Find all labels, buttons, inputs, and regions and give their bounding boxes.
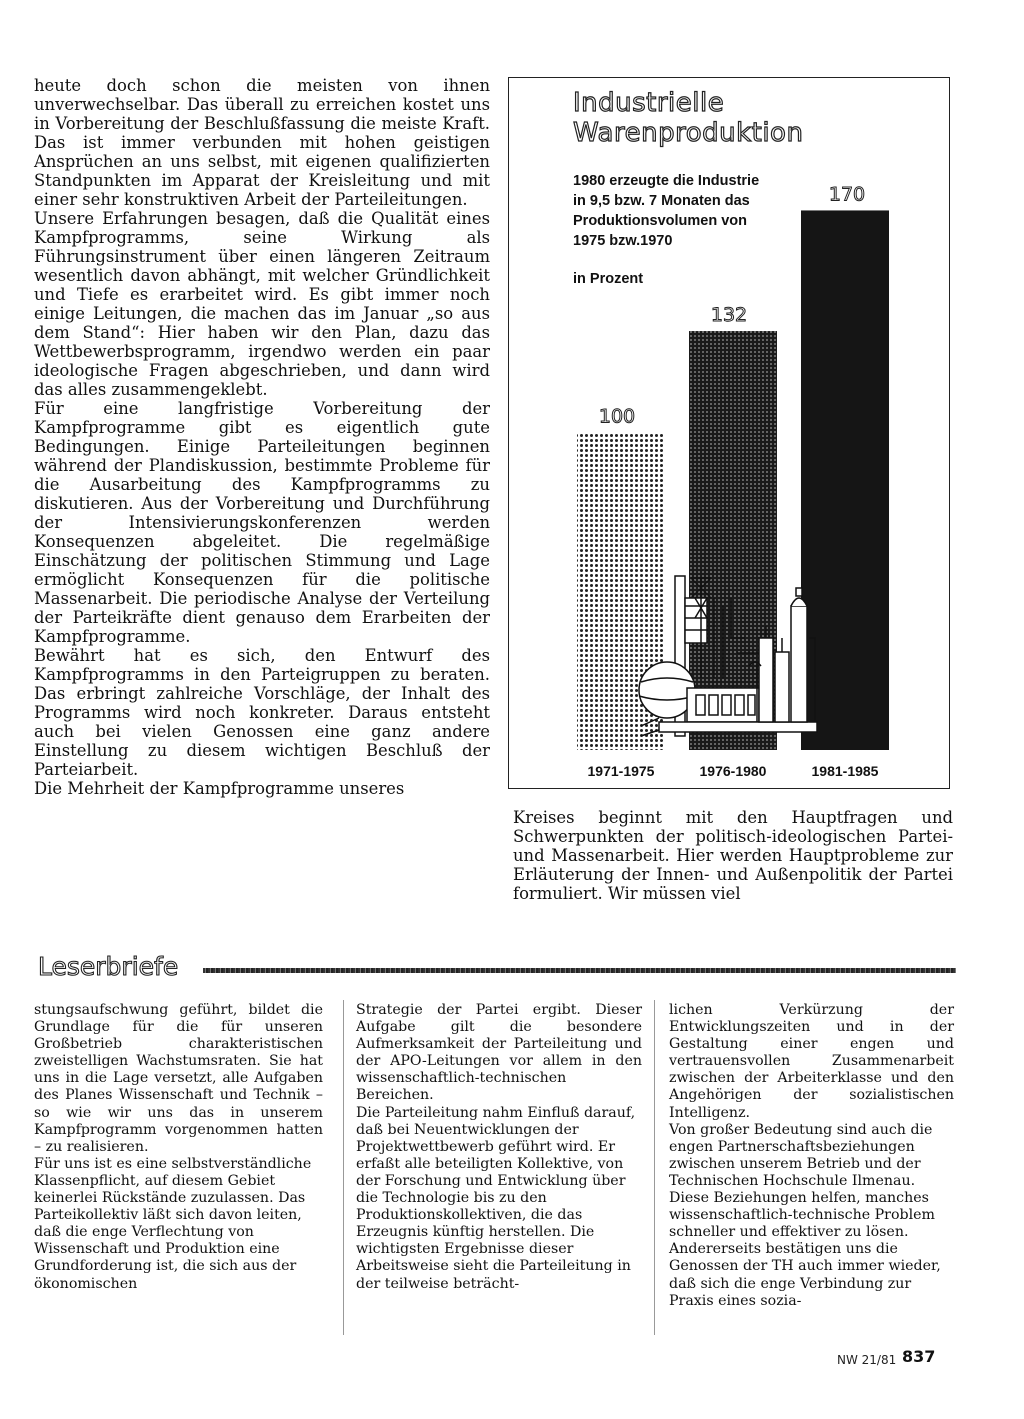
article-paragraph: Unsere Erfahrungen besagen, daß die Qualität eines Kampfprogramms, seine Wirkung als Führungsinstrument über einen längeren Zeitraum wesentlich davon abhängt, mit welcher Gründlichkeit und Tiefe es erarbeitet wird. Es gibt immer noch einige Leitungen, die machen das im Januar „so aus dem Stand“: Hier haben wir den Plan, dazu das Wettbewerbsprogramm, irgendwo werden ein paar ideologische Fragen abgeschrieben, und dann wird das alles zusammengeklebt.: [34, 209, 490, 399]
letters-paragraph: Von großer Bedeutung sind auch die engen Partnerschaftsbeziehungen zwischen unserem Betrieb und der Technischen Hochschule Ilmenau. Diese Beziehungen helfen, manches wissenschaftlich-technische Problem schneller und effektiver zu lösen. Andererseits bestätigen uns die Genossen der TH auch immer wieder, daß sich die enge Verbindung zur Praxis eines sozia-: [669, 1121, 941, 1309]
chart-subtitle-line: in 9,5 bzw. 7 Monaten das: [573, 193, 750, 209]
article-column-right: [513, 808, 953, 903]
letters-column-2: [356, 1002, 642, 1293]
section-header: [38, 952, 956, 982]
category-label: 1981-1985: [811, 763, 879, 779]
letters-paragraph: lichen Verkürzung der Entwicklungszeiten und in der Gestaltung einer engen und vertrauensvollen Zusammenarbeit zwischen der Arbeiterklasse und den Angehörigen der sozialistischen Intelligenz.: [669, 1002, 954, 1121]
article-paragraph: heute doch schon die meisten von ihnen unverwechselbar. Das überall zu erreichen kostet uns in Vorbereitung der Beschlußfassung die meiste Kraft. Das ist immer verbunden mit hohen geistigen Ansprüchen an uns selbst, mit eigenen qualifizierten Standpunkten im Apparat der Kreisleitung und mit einer sehr konstruktiven Arbeit der Parteileitungen.: [34, 76, 490, 209]
chart-subtitle-line: Produktionsvolumen von: [573, 213, 748, 229]
letters-paragraph: Strategie der Partei ergibt. Dieser Aufgabe gilt die besondere Aufmerksamkeit der Parteileitung und der APO-Leitungen vor allem in den wissenschaftlich-technischen Bereichen.: [356, 1002, 642, 1104]
bar-1981-1985: [801, 210, 889, 750]
page-number: 837: [902, 1347, 936, 1366]
section-title: Leserbriefe: [38, 952, 179, 981]
chart-title-line: Industrielle: [573, 88, 725, 118]
column-divider: [654, 1000, 655, 1335]
chart-title: [573, 88, 803, 148]
letters-column-3: [669, 1002, 954, 1310]
bar-value-label: 100: [598, 405, 636, 428]
journal-issue: NW 21/81: [837, 1353, 897, 1367]
chart-box: [508, 77, 950, 789]
column-divider: [343, 1000, 344, 1335]
article-paragraph: Für eine langfristige Vorbereitung der Kampfprogramme gibt es eigentlich gute Bedingungen. Einige Parteileitungen beginnen während der Plandiskussion, bestimmte Probleme für die Ausarbeitung des Kampfprogramms zu diskutieren. Aus der Vorbereitung und Durchführung der Intensivierungskonferenzen werden Konsequenzen abgeleitet. Die regelmäßige Einschätzung der politischen Stimmung und Lage ermöglicht Konsequenzen für die politische Massenarbeit. Die periodische Analyse der Verteilung der Parteikräfte dient genauso dem Erarbeiten der Kampfprogramme.: [34, 399, 490, 646]
category-label: 1971-1975: [587, 763, 655, 779]
chart-unit-label: in Prozent: [573, 271, 644, 287]
category-label: 1976-1980: [699, 763, 767, 779]
bar-value-label: 170: [828, 183, 866, 206]
chart-subtitle-line: 1980 erzeugte die Industrie: [573, 173, 760, 189]
chart-title-line: Warenproduktion: [573, 118, 804, 148]
letters-paragraph: Die Parteileitung nahm Einfluß darauf, daß bei Neuentwicklungen der Projektwettbewerb geführt wird. Er erfaßt alle beteiligten Kollektive, von der Forschung und Entwicklung über die Technologie bis zu den Produktionskollektiven, die das Erzeugnis künftig herstellen. Die wichtigsten Ergebnisse dieser Arbeitsweise sieht die Parteileitung in der teilweise beträcht-: [356, 1104, 636, 1292]
article-paragraph: Die Mehrheit der Kampfprogramme unseres: [34, 779, 405, 798]
chart-subtitle: [573, 171, 803, 251]
article-paragraph: Bewährt hat es sich, den Entwurf des Kampfprogramms in den Parteigruppen zu beraten. Das erbringt zahlreiche Vorschläge, der Inhalt des Programms wird noch konkreter. Daraus entsteht auch bei vielen Genossen eine ganz andere Einstellung zu diesem wichtigen Beschluß der Parteiarbeit.: [34, 646, 490, 779]
chart-subtitle-line: 1975 bzw.1970: [573, 233, 673, 249]
letters-paragraph: stungsaufschwung geführt, bildet die Grundlage für die für unseren Großbetrieb charakteristischen zweistelligen Wachstumsraten. Sie hat uns in die Lage versetzt, alle Aufgaben des Planes Wissenschaft und Technik – so wie wir uns das in unserem Kampfprogramm vorgenommen hatten – zu realisieren.: [34, 1002, 323, 1155]
article-column-left: [34, 76, 490, 798]
article-paragraph: Kreises beginnt mit den Hauptfragen und Schwerpunkten der politisch-ideologischen Partei- und Massenarbeit. Hier werden Hauptprobleme zur Erläuterung der Innen- und Außenpolitik der Partei formuliert. Wir müssen viel: [513, 808, 953, 903]
letters-paragraph: Für uns ist es eine selbstverständliche Klassenpflicht, auf diesem Gebiet keinerlei Rückstände zuzulassen. Das Parteikollektiv läßt sich davon leiten, daß die enge Verflechtung von Wissenschaft und Produktion eine Grundforderung ist, die sich aus der ökonomischen: [34, 1155, 312, 1292]
bar-value-label: 132: [710, 304, 748, 327]
section-rule: [203, 968, 956, 973]
letters-column-1: [34, 1002, 323, 1293]
